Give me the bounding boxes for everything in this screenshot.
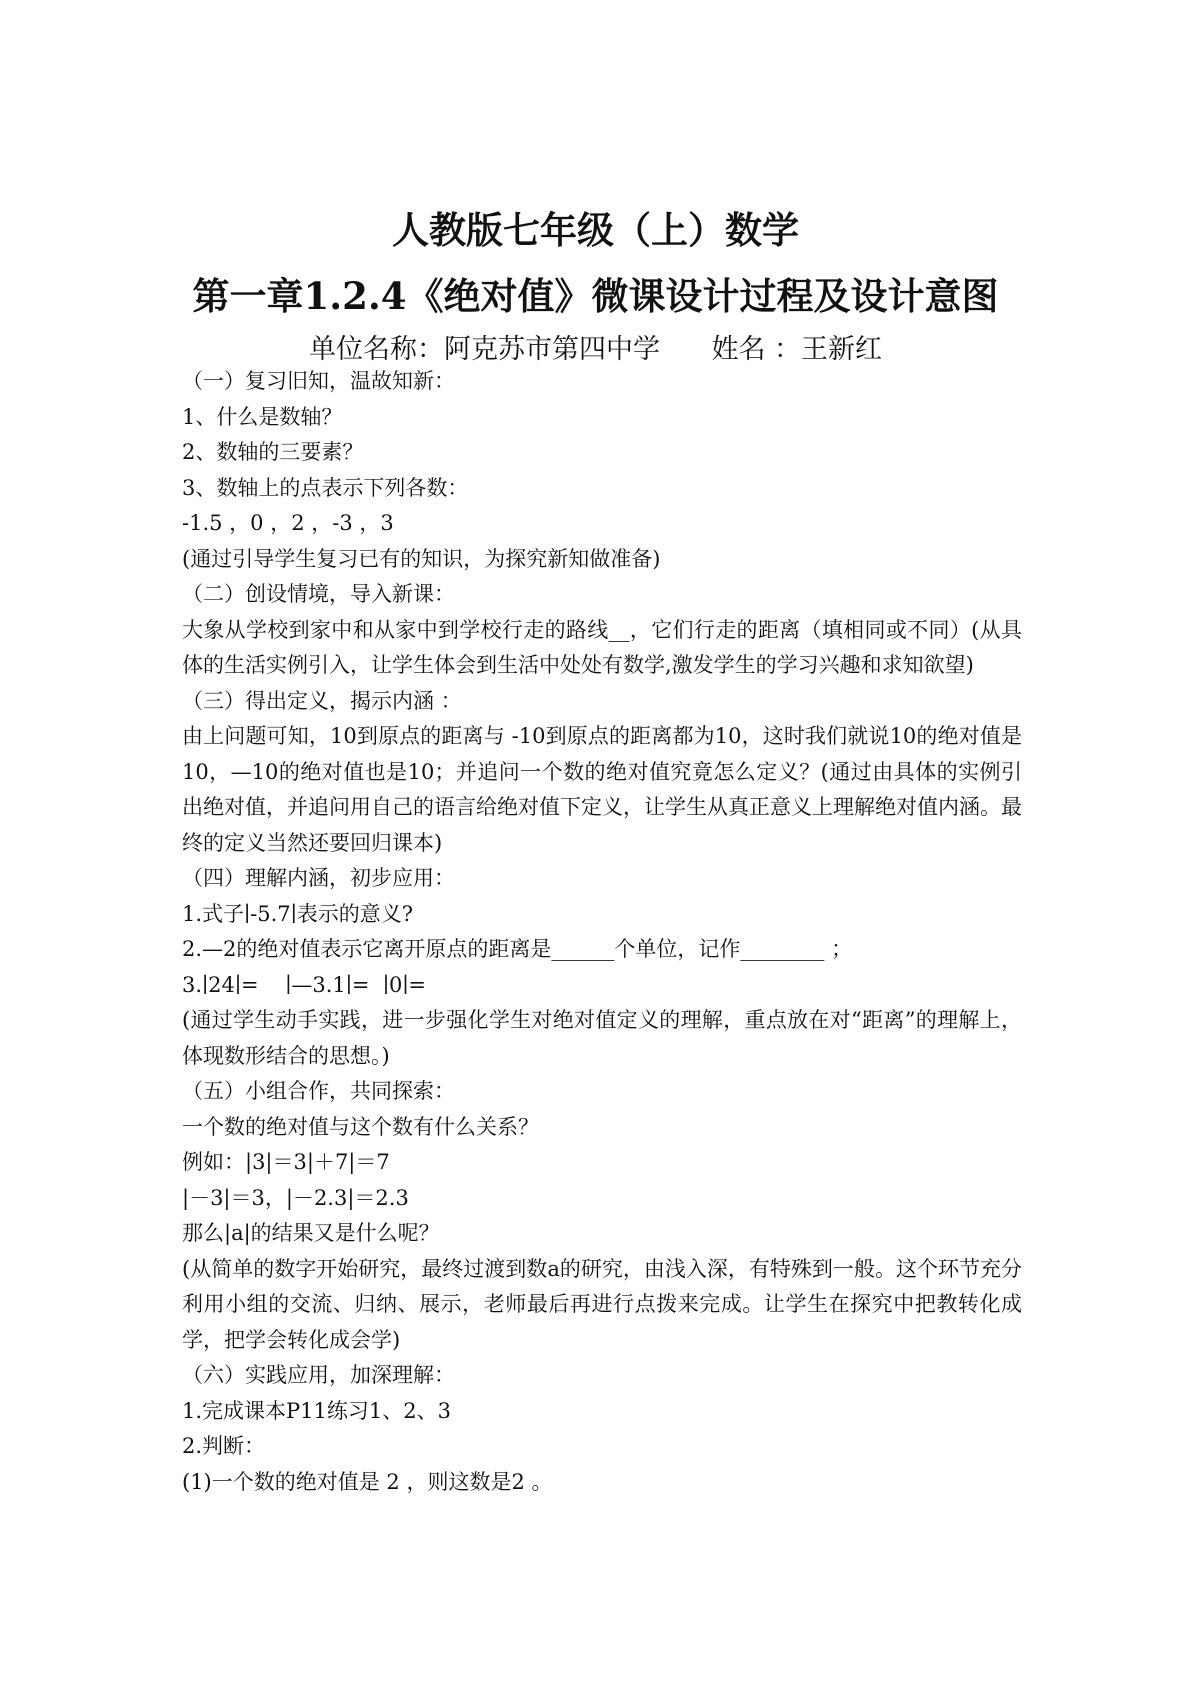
paragraph-line: 2.—2的绝对值表示它离开原点的距离是______个单位，记作________ ； (182, 937, 853, 961)
paragraph-line: 3.∣24∣= ∣—3.1∣= ∣0∣= (182, 972, 427, 997)
paragraph-line: (通过引导学生复习已有的知识，为探究新知做准备) (182, 546, 661, 571)
paragraph: (从简单的数字开始研究，最终过渡到数a的研究，由浅入深，有特殊到一般。这个环节充分利用小组的交流、归纳、展示，老师最后再进行点拨来完成。让学生在探究中把教转化成学，把学会转化成会学) (182, 1256, 1022, 1352)
paragraph-line: 3、数轴上的点表示下列各数： (182, 475, 469, 500)
section-heading: （六）实践应用，加深理解： (182, 1363, 455, 1387)
paragraph-line: 1.式子∣-5.7∣表示的意义? (182, 901, 414, 926)
paragraph-line: 一个数的绝对值与这个数有什么关系？ (182, 1114, 539, 1139)
author-line (0, 327, 1191, 366)
paragraph-line: |－3|＝3，|－2.3|＝2.3 (182, 1185, 409, 1210)
section-heading: （三）得出定义，揭示内涵 ： (182, 688, 462, 713)
section-heading: （二）创设情境，导入新课： (182, 582, 455, 606)
paragraph: 大象从学校到家中和从家中到学校行走的路线__，它们行走的距离（填相同或不同）(从具体的生活实例引入，让学生体会到生活中处处有数学,激发学生的学习兴趣和求知欲望) (182, 617, 1022, 677)
section-heading: （五）小组合作，共同探索： (182, 1079, 455, 1103)
document-subtitle: 第一章1.2.4《绝对值》微课设计过程及设计意图 (192, 274, 999, 318)
paragraph-line: 2、数轴的三要素？ (182, 440, 364, 464)
paragraph-line: 例如：|3|＝3|＋7|＝7 (182, 1150, 390, 1174)
document-body (182, 364, 1022, 1500)
paragraph: 由上问题可知，10到原点的距离与 -10到原点的距离都为10，这时我们就说10的绝对值是10，—10的绝对值也是10；并追问一个数的绝对值究竟怎么定义？(通过由具体的实例引出绝对值，并追问用自己的语言给绝对值下定义，让学生从真正意义上理解绝对值内涵。最终的定义当然还要回归课本) (182, 724, 1022, 855)
unit-label: 单位名称：阿克苏市第四中学 (308, 334, 660, 365)
paragraph: (通过学生动手实践，进一步强化学生对绝对值定义的理解，重点放在对“距离”的理解上，体现数形结合的思想。) (182, 1008, 1022, 1068)
name-label: 姓名 ：王新红 (711, 334, 883, 365)
section-heading: （一）复习旧知，温故知新： (182, 369, 455, 393)
paragraph-line: -1.5 ，0 ，2 ，-3 ，3 (182, 511, 394, 535)
paragraph-line: 那么|a|的结果又是什么呢？ (182, 1221, 440, 1245)
paragraph-line: 1、什么是数轴？ (182, 404, 343, 429)
section-heading: （四）理解内涵，初步应用： (182, 866, 455, 890)
paragraph-line: (1)一个数的绝对值是 2 ，则这数是2 。 (182, 1469, 553, 1494)
paragraph-line: 2.判断： (182, 1434, 266, 1458)
document-title: 人教版七年级（上）数学 (392, 208, 799, 252)
paragraph-line: 1.完成课本P11练习1、2、3 (182, 1398, 451, 1423)
